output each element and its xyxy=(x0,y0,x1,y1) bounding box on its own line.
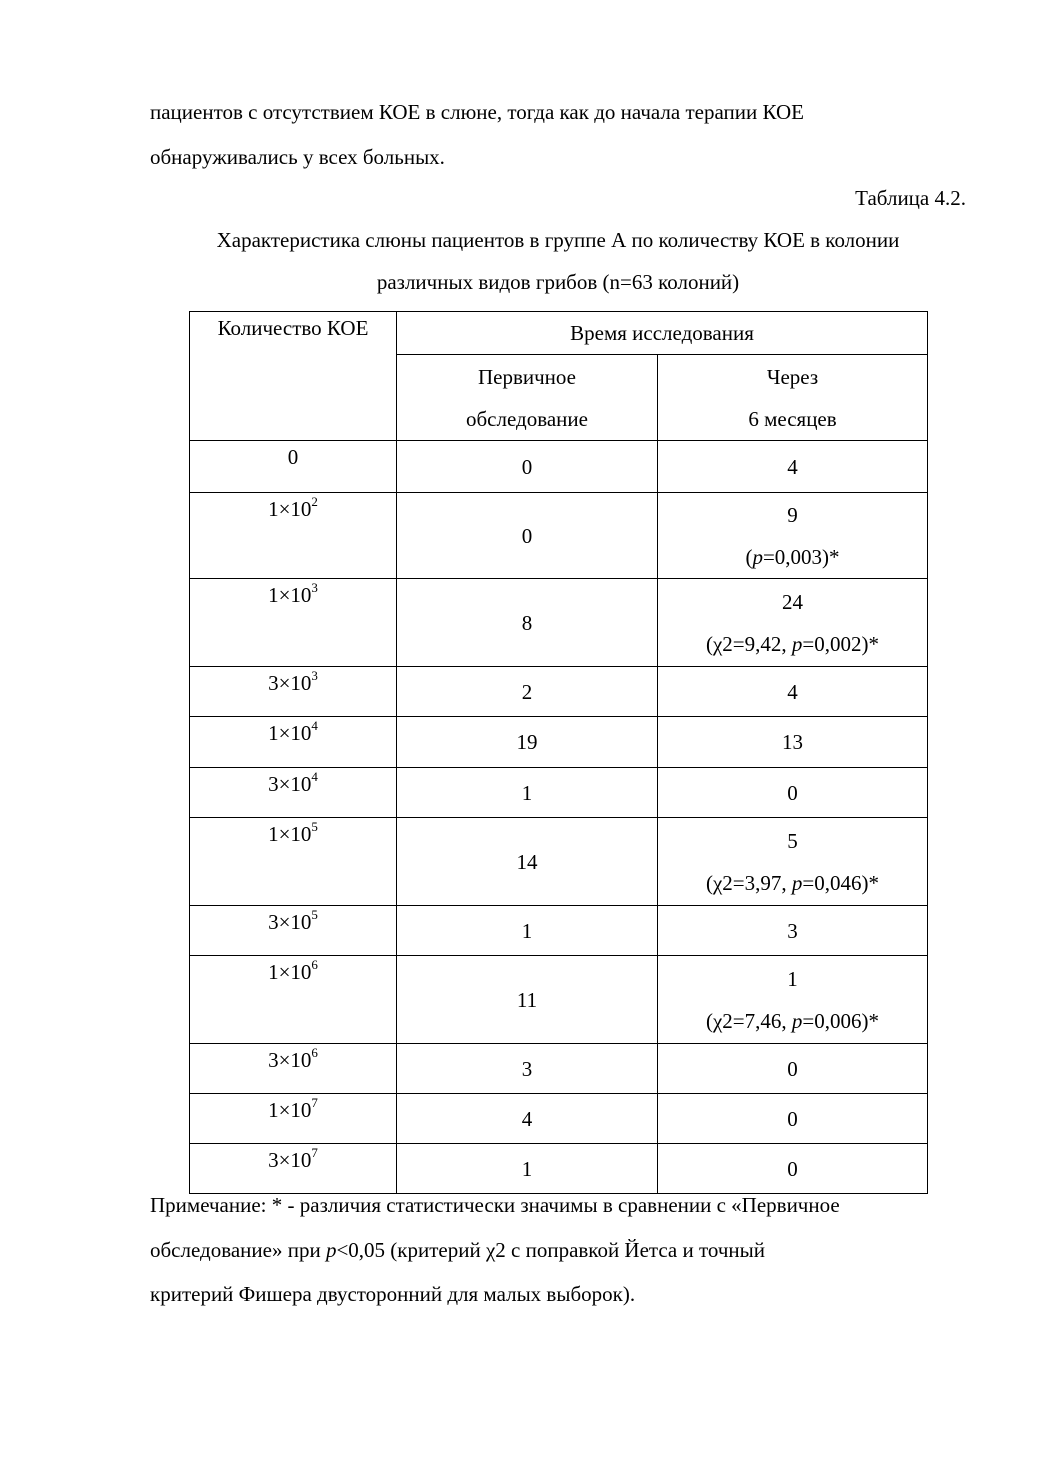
cell-value: 0 xyxy=(787,1106,798,1131)
koe-base: 1×10 xyxy=(268,497,312,521)
cell-initial: 8 xyxy=(397,579,658,667)
cell-after-6-months xyxy=(658,906,928,956)
cell-koe xyxy=(190,493,397,579)
header-initial-line-1: Первичное xyxy=(477,364,577,389)
cell-value: 24 xyxy=(782,589,803,614)
cell-after-6-months xyxy=(658,441,928,493)
koe-exponent: 7 xyxy=(311,1095,318,1110)
note-line-2: обследование» при p<0,05 (критерий χ2 с поправкой Йетса и точный xyxy=(150,1238,765,1262)
cell-koe xyxy=(190,906,397,956)
table-row xyxy=(190,579,928,667)
header-initial-exam xyxy=(397,355,658,441)
header-koe: Количество КОЕ xyxy=(190,312,397,441)
intro-line-1: пациентов с отсутствием КОЕ в слюне, тогда как до начала терапии КОЕ xyxy=(150,100,804,124)
koe-exponent: 5 xyxy=(311,907,318,922)
table-row xyxy=(190,667,928,717)
cell-value: 0 xyxy=(787,1056,798,1081)
cell-statistic: (χ2=7,46, p=0,006)* xyxy=(705,1008,879,1033)
koe-base: 3×10 xyxy=(268,910,312,934)
table-caption-line-1: Характеристика слюны пациентов в группе А по количеству КОЕ в колонии xyxy=(216,228,900,252)
cell-initial: 1 xyxy=(397,1144,658,1194)
koe-base: 1×10 xyxy=(268,721,312,745)
cell-initial: 0 xyxy=(397,493,658,579)
table-caption-line-2: различных видов грибов (n=63 колоний) xyxy=(376,270,740,294)
koe-exponent: 6 xyxy=(311,1045,318,1060)
cell-after-6-months xyxy=(658,717,928,768)
cell-initial: 14 xyxy=(397,818,658,906)
table-number: Таблица 4.2. xyxy=(855,186,966,210)
cell-after-6-months xyxy=(658,956,928,1044)
cell-koe xyxy=(190,717,397,768)
koe-base: 3×10 xyxy=(268,1148,312,1172)
intro-line-2: обнаруживались у всех больных. xyxy=(150,145,445,169)
cell-after-6-months xyxy=(658,667,928,717)
cell-koe xyxy=(190,1144,397,1194)
table-row xyxy=(190,768,928,818)
cell-koe xyxy=(190,1094,397,1144)
header-after-6-months xyxy=(658,355,928,441)
cell-after-6-months xyxy=(658,493,928,579)
cell-value: 4 xyxy=(787,679,798,704)
cell-after-6-months xyxy=(658,1044,928,1094)
cell-statistic: (χ2=3,97, p=0,046)* xyxy=(705,870,879,895)
table-row xyxy=(190,956,928,1044)
note-line-1: Примечание: * - различия статистически значимы в сравнении с «Первичное xyxy=(150,1193,840,1217)
koe-base: 3×10 xyxy=(268,671,312,695)
koe-exponent: 2 xyxy=(311,494,318,509)
cell-initial: 4 xyxy=(397,1094,658,1144)
cell-value: 0 xyxy=(787,780,798,805)
cell-after-6-months xyxy=(658,818,928,906)
cell-koe xyxy=(190,579,397,667)
koe-base: 3×10 xyxy=(268,1048,312,1072)
cell-koe xyxy=(190,768,397,818)
cell-after-6-months xyxy=(658,768,928,818)
koe-exponent: 3 xyxy=(311,668,318,683)
header-initial-line-2: обследование xyxy=(466,406,588,431)
koe-exponent: 6 xyxy=(311,957,318,972)
koe-table xyxy=(189,311,928,1194)
koe-exponent: 7 xyxy=(311,1145,318,1160)
koe-base: 1×10 xyxy=(268,822,312,846)
koe-exponent: 4 xyxy=(311,769,318,784)
cell-koe xyxy=(190,1044,397,1094)
table-row xyxy=(190,1144,928,1194)
cell-koe xyxy=(190,956,397,1044)
table-row xyxy=(190,441,928,493)
cell-koe xyxy=(190,818,397,906)
cell-after-6-months xyxy=(658,1144,928,1194)
header-after-line-2: 6 месяцев xyxy=(748,406,837,431)
cell-initial: 1 xyxy=(397,906,658,956)
cell-initial: 19 xyxy=(397,717,658,768)
koe-base: 0 xyxy=(287,445,299,469)
koe-exponent: 3 xyxy=(311,580,318,595)
cell-after-6-months xyxy=(658,1094,928,1144)
table-row xyxy=(190,818,928,906)
cell-statistic: (p=0,003)* xyxy=(745,544,840,569)
cell-koe xyxy=(190,667,397,717)
cell-koe xyxy=(190,441,397,493)
koe-base: 1×10 xyxy=(268,960,312,984)
table-row xyxy=(190,1094,928,1144)
table-body xyxy=(190,441,928,1194)
cell-value: 0 xyxy=(787,1156,798,1181)
cell-value: 5 xyxy=(787,828,798,853)
koe-base: 1×10 xyxy=(268,1098,312,1122)
cell-initial: 11 xyxy=(397,956,658,1044)
cell-initial: 0 xyxy=(397,441,658,493)
cell-initial: 1 xyxy=(397,768,658,818)
cell-statistic: (χ2=9,42, p=0,002)* xyxy=(705,631,879,656)
cell-value: 3 xyxy=(787,918,798,943)
cell-initial: 2 xyxy=(397,667,658,717)
cell-initial: 3 xyxy=(397,1044,658,1094)
cell-value: 4 xyxy=(787,454,798,479)
koe-exponent: 4 xyxy=(311,718,318,733)
table-row xyxy=(190,906,928,956)
header-time: Время исследования xyxy=(397,312,928,355)
koe-exponent: 5 xyxy=(311,819,318,834)
table-row xyxy=(190,717,928,768)
table-row xyxy=(190,493,928,579)
note-line-3: критерий Фишера двусторонний для малых выборок). xyxy=(150,1282,636,1306)
cell-value: 13 xyxy=(782,730,803,754)
table-row xyxy=(190,1044,928,1094)
cell-after-6-months xyxy=(658,579,928,667)
header-after-line-1: Через xyxy=(766,364,819,389)
cell-value: 9 xyxy=(787,502,798,527)
koe-base: 1×10 xyxy=(268,583,312,607)
cell-value: 1 xyxy=(787,966,798,991)
koe-base: 3×10 xyxy=(268,772,312,796)
